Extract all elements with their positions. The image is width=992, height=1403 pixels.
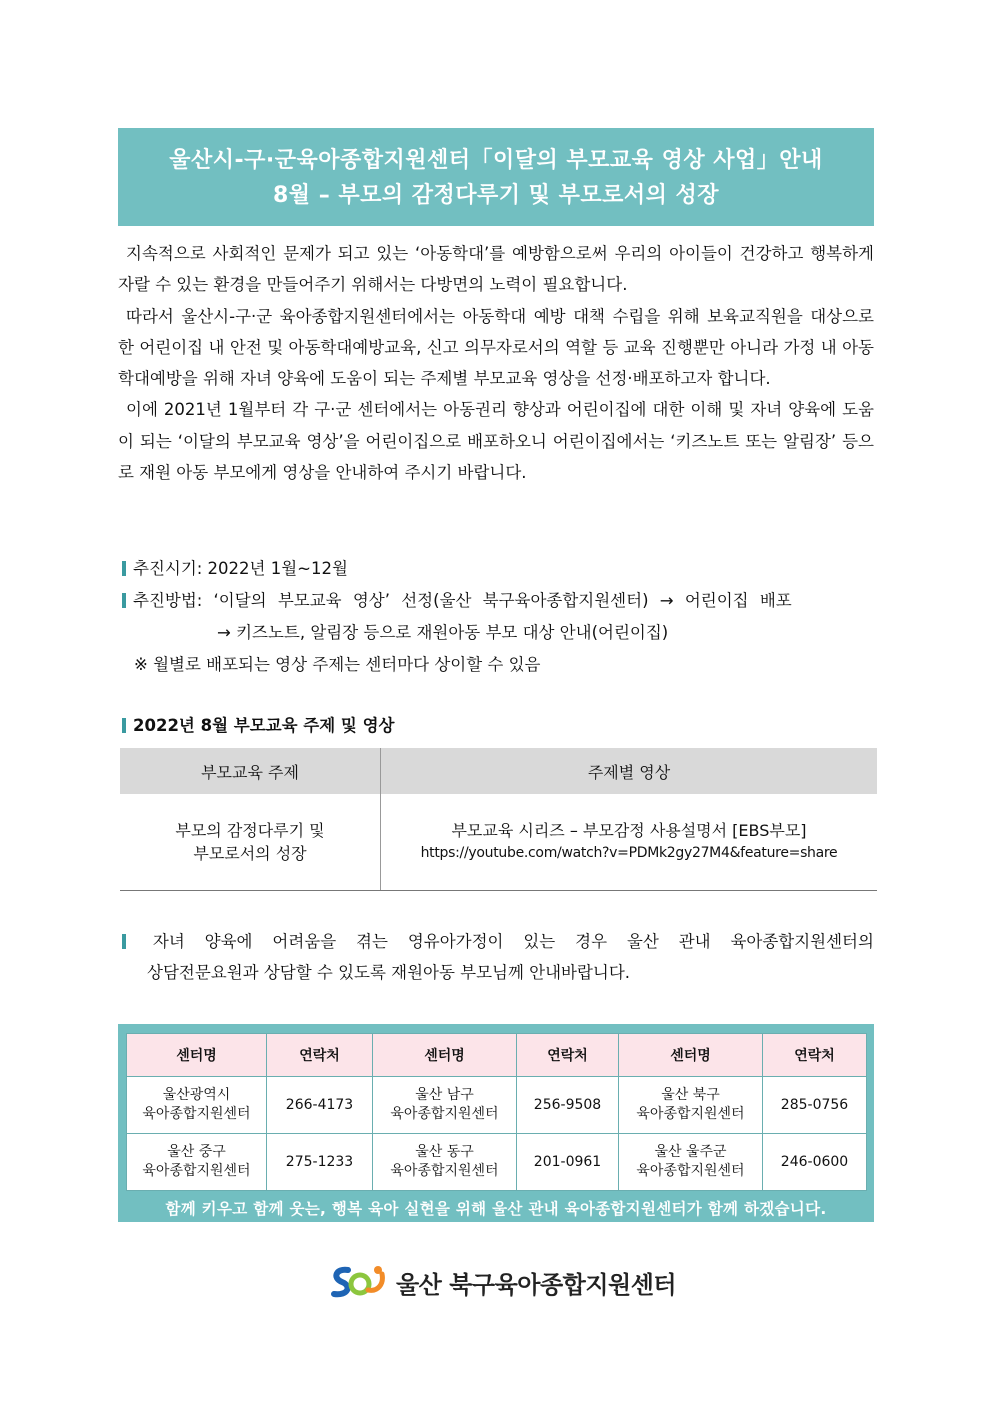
- video-title: 부모교육 시리즈 – 부모감정 사용설명서 [EBS부모]: [451, 821, 807, 840]
- video-link[interactable]: https://youtube.com/watch?v=PDMk2gy27M4&feature=share: [420, 845, 838, 861]
- method-text-1: 추진방법: ‘이달의 부모교육 영상’ 선정(울산 북구육아종합지원센터) → 어린이집 배포: [133, 591, 792, 610]
- logo-mark-icon: [328, 1262, 388, 1302]
- topic-line-1: 부모의 감정다루기 및: [175, 821, 325, 840]
- bullet-marker: [122, 561, 126, 576]
- center-name-line-1: 울산 동구: [415, 1144, 474, 1160]
- contact-table: [126, 1033, 867, 1191]
- bullet-marker: [122, 593, 126, 608]
- contact-header-row: [127, 1034, 867, 1077]
- contact-box: [118, 1024, 874, 1222]
- section-title-text: 2022년 8월 부모교육 주제 및 영상: [133, 716, 395, 735]
- center-name-cell: [619, 1077, 763, 1134]
- notice-word: 관내: [678, 932, 711, 951]
- title-banner: [118, 128, 874, 226]
- note-line: [134, 651, 540, 675]
- video-cell: [381, 794, 878, 891]
- center-name-line-1: 울산 북구: [661, 1087, 720, 1103]
- contact-footer: 함께 키우고 함께 웃는, 행복 육아 실현을 위해 울산 관내 육아종합지원센터가 함께 하겠습니다.: [165, 1200, 827, 1218]
- notice-word: 겪는: [356, 932, 388, 951]
- intro-paragraph-3: 이에 2021년 1월부터 각 구·군 센터에서는 아동권리 향상과 어린이집에 대한 이해 및 자녀 양육에 도움이 되는 ‘이달의 부모교육 영상’을 어린이집으로 배포하오니 어린이집에서는 ‘키즈노트 또는 알림장’ 등으로 재원 아동 부모에게 영상을 안내하여 주시기 바랍니다.: [118, 400, 874, 483]
- center-name-line-2: 육아종합지원센터: [142, 1106, 251, 1122]
- center-name-line-1: 울산광역시: [162, 1087, 231, 1103]
- center-name-line-1: 울산 중구: [167, 1144, 226, 1160]
- center-name-header: 센터명: [373, 1034, 517, 1077]
- notice-word: 울산: [626, 932, 659, 951]
- center-name-line-1: 울산 남구: [415, 1087, 474, 1103]
- phone-cell: 256-9508: [517, 1077, 619, 1134]
- notice-line-1: [122, 926, 874, 957]
- center-name-line-2: 육아종합지원센터: [636, 1163, 745, 1179]
- intro-paragraph-2: 따라서 울산시-구·군 육아종합지원센터에서는 아동학대 예방 대책 수립을 위해 보육교직원을 대상으로 한 어린이집 내 안전 및 아동학대예방교육, 신고 의무자로서의 역할 등 교육 진행뿐만 아니라 가정 내 아동학대예방을 위해 자녀 양육에 도움이 되는 주제별 부모교육 영상을 선정·배포하고자 합니다.: [118, 306, 874, 389]
- notice-word: 어려움을: [272, 932, 337, 951]
- center-name-line-2: 육아종합지원센터: [142, 1163, 251, 1179]
- topic-table: [120, 748, 877, 891]
- center-name-cell: [127, 1134, 267, 1191]
- notice-word: 육아종합지원센터의: [730, 932, 874, 951]
- center-name-line-2: 육아종합지원센터: [390, 1163, 499, 1179]
- method-line-1: [122, 587, 876, 611]
- bullet-marker: [122, 934, 126, 949]
- notice-word: 양육에: [204, 932, 253, 951]
- center-name-header: 센터명: [127, 1034, 267, 1077]
- logo-text: 울산 북구육아종합지원센터: [396, 1270, 677, 1299]
- title-line-1: 울산시-구·군육아종합지원센터「이달의 부모교육 영상 사업」안내: [169, 148, 823, 173]
- section-title: [122, 712, 394, 736]
- notice-word: 경우: [575, 932, 608, 951]
- center-name-header: 센터명: [619, 1034, 763, 1077]
- notice-word: 있는: [523, 932, 556, 951]
- intro-text: [118, 238, 874, 488]
- center-logo: [328, 1262, 676, 1302]
- center-name-cell: [373, 1077, 517, 1134]
- phone-cell: 285-0756: [763, 1077, 867, 1134]
- topic-line-2: 부모로서의 성장: [193, 844, 307, 863]
- topic-cell: [120, 794, 381, 891]
- center-name-line-1: 울산 울주군: [654, 1144, 727, 1160]
- phone-header: 연락처: [517, 1034, 619, 1077]
- note-text: ※ 월별로 배포되는 영상 주제는 센터마다 상이할 수 있음: [134, 655, 541, 674]
- notice-line-2: 상담전문요원과 상담할 수 있도록 재원아동 부모님께 안내바랍니다.: [147, 963, 631, 982]
- topic-table-row: [120, 794, 877, 891]
- topic-header: 부모교육 주제: [120, 748, 381, 794]
- phone-header: 연락처: [267, 1034, 373, 1077]
- phone-cell: 266-4173: [267, 1077, 373, 1134]
- center-name-line-2: 육아종합지원센터: [390, 1106, 499, 1122]
- notice: [122, 926, 874, 988]
- phone-cell: 201-0961: [517, 1134, 619, 1191]
- notice-word: 자녀: [152, 932, 185, 951]
- topic-table-header-row: [120, 748, 877, 794]
- center-name-cell: [127, 1077, 267, 1134]
- method-line-2: [217, 619, 668, 643]
- video-header: 주제별 영상: [381, 748, 878, 794]
- period-line: [122, 555, 348, 579]
- period-text: 추진시기: 2022년 1월~12월: [133, 559, 348, 578]
- bullet-marker: [122, 718, 126, 733]
- phone-cell: 246-0600: [763, 1134, 867, 1191]
- center-name-line-2: 육아종합지원센터: [636, 1106, 745, 1122]
- phone-cell: 275-1233: [267, 1134, 373, 1191]
- method-text-2: → 키즈노트, 알림장 등으로 재원아동 부모 대상 안내(어린이집): [217, 623, 669, 642]
- center-name-cell: [619, 1134, 763, 1191]
- intro-paragraph-1: 지속적으로 사회적인 문제가 되고 있는 ‘아동학대’를 예방함으로써 우리의 아이들이 건강하고 행복하게 자랄 수 있는 환경을 만들어주기 위해서는 다방면의 노력이 필요합니다.: [118, 244, 874, 295]
- title-line-2: 8월 – 부모의 감정다루기 및 부모로서의 성장: [272, 183, 720, 208]
- center-name-cell: [373, 1134, 517, 1191]
- contact-row: [127, 1134, 867, 1191]
- notice-word: 영유아가정이: [407, 932, 504, 951]
- contact-row: [127, 1077, 867, 1134]
- phone-header: 연락처: [763, 1034, 867, 1077]
